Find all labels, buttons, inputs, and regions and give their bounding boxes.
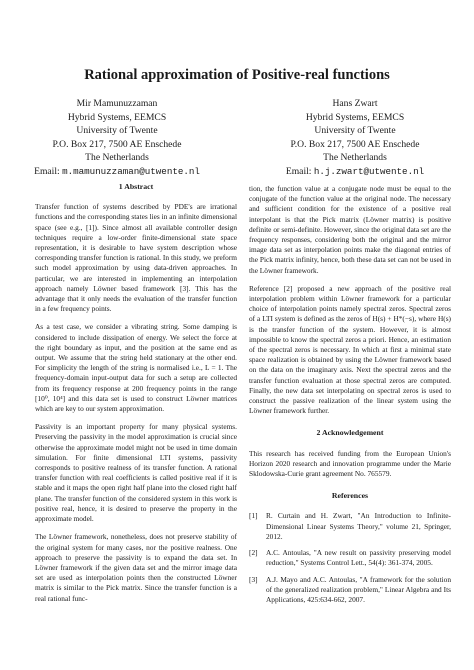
author-affiliation: Hybrid Systems, EEMCS	[305, 111, 405, 123]
author-name: Hans Zwart	[332, 98, 378, 109]
email-label: Email:	[285, 165, 312, 177]
author-university: University of Twente	[314, 125, 396, 137]
reference-number: [1]	[249, 511, 258, 521]
reference-item	[249, 575, 451, 606]
author-email[interactable]: m.mamunuzzaman@utwente.nl	[62, 165, 200, 177]
abstract-paragraph: As a test case, we consider a vibrating string. Some damping is considered to include dissipation of energy. We select the force at the right boundary as input, and the position at the same end as output. We assume that the string held stationary at the other end. For simplicity the length of the string is normalised i.e., L = 1. The frequency-domain input-output data for such a setup are collected from its frequency response at 200 frequency points in the range [10⁰, 10⁴] and this data set is used to construct Löwner matrices which are key to our system approximation.	[35, 322, 237, 414]
reference-number: [3]	[249, 574, 258, 584]
author-email-line	[255, 165, 455, 179]
author-email-line	[32, 165, 202, 179]
author-block-2	[255, 97, 455, 179]
author-university: University of Twente	[76, 125, 158, 137]
author-country: The Netherlands	[323, 152, 387, 164]
email-label: Email:	[34, 165, 60, 177]
references-heading: References	[331, 491, 369, 501]
author-block-1	[32, 97, 202, 179]
author-affiliation: Hybrid Systems, EEMCS	[67, 111, 167, 123]
right-column	[249, 184, 451, 611]
reference-item	[249, 511, 451, 542]
reference-text: A.C. Antoulas, "A new result on passivity preserving model reduction," Systems Control Lett., 54(4): 361-374, 2005.	[266, 548, 451, 568]
author-address: P.O. Box 217, 7500 AE Enschede	[290, 138, 420, 150]
reference-number: [2]	[249, 548, 258, 558]
reference-text: R. Curtain and H. Zwart, "An Introduction to Infinite-Dimensional Linear Systems Theory," volume 21, Springer, 2012.	[266, 511, 451, 541]
abstract-paragraph: Transfer function of systems described by PDE's are irrational functions and the corresponding states lies in an infinite dimensional space (see e.g., [1]). Since almost all available controller design techniques require a low-order finite-dimensional state space representation, it is desirable to have system description whose corresponding transfer function is rational. In this study, we preform such model approximation by using data-driven approaches. In particular, we are interested in implementing an interpolation approach namely Löwner based framework [3]. This has the advantage that it only needs the evaluation of the transfer function in a few frequency points.	[35, 202, 237, 314]
author-address: P.O. Box 217, 7500 AE Enschede	[52, 138, 182, 150]
left-column	[35, 182, 237, 612]
author-name: Mir Mamunuzzaman	[76, 98, 158, 109]
abstract-paragraph: tion, the function value at a conjugate node must be equal to the conjugate of the function value at the original node. The necessary and sufficient condition for the existence of a positive real interpolant is that the Pick matrix (Löwner matrix) is positive definite or semi-definite. However, since the original data set are the frequency responses, considering both the original and the mirror image data set as interpolation points make the diagonal entries of the Pick matrix infinity, hence, both these data set can not be used in the Löwner framework.	[249, 184, 451, 275]
reference-item	[249, 548, 451, 568]
abstract-paragraph: Passivity is an important property for many physical systems. Preserving the passivity in the model approximation is crucial since otherwise the approximate model might not be used in time domain simulation. For finite dimensional LTI systems, passivity corresponds to positive realness of its transfer function. A rational transfer function with real coefficients is called positive real if it is stable and it maps the open right half plane into the closed right half plane. The transfer function of the considered system in this work is positive real, hence, it is desired to preserve the property in the approximate model.	[35, 422, 237, 524]
acknowledgement-heading: 2 Acknowledgement	[316, 428, 384, 438]
abstract-paragraph: The Löwner framework, nonetheless, does not preserve stability of the original system for many cases, nor the positive realness. One approach to preserve the passivity is to expand the data set. In Löwner framework if the given data set and the mirror image data set are used as interpolation points then the constructed Löwner matrix is similar to the Pick matrix. Since the transfer function is a real rational func-	[35, 532, 237, 603]
author-email[interactable]: h.j.zwart@utwente.nl	[313, 165, 425, 177]
acknowledgement-text: This research has received funding from the European Union's Horizon 2020 research and innovation programme under the Marie Sklodowska-Curie grant agreement No. 765579.	[249, 448, 451, 479]
paper-title: Rational approximation of Positive-real functions	[84, 67, 390, 83]
abstract-paragraph: Reference [2] proposed a new approach of the positive real interpolation problem within Löwner framework for a particular choice of interpolation points namely spectral zeros. Spectral zeros of a LTI system is defined as the zeros of H(s) + H*(−s), where H(s) is the transfer function of the system. However, it is almost impossible to know the spectral zeros a priori. Hence, an estimation of the spectral zeros is necessary. In which at first a minimal state space realization is obtained by using the Löwner framework based on the data on the imaginary axis. Next the spectral zeros and the transfer function evaluation at those spectral zeros are computed. Finally, the new data set interpolating on spectral zeros is used to construct the passive realization of the linear system using the Löwner framework further.	[249, 283, 451, 416]
reference-text: A.J. Mayo and A.C. Antoulas, "A framework for the solution of the generalized realization problem," Linear Algebra and Its Applications, 425:634-662, 2007.	[266, 574, 451, 604]
author-country: The Netherlands	[85, 152, 149, 164]
abstract-heading: 1 Abstract	[118, 182, 154, 191]
